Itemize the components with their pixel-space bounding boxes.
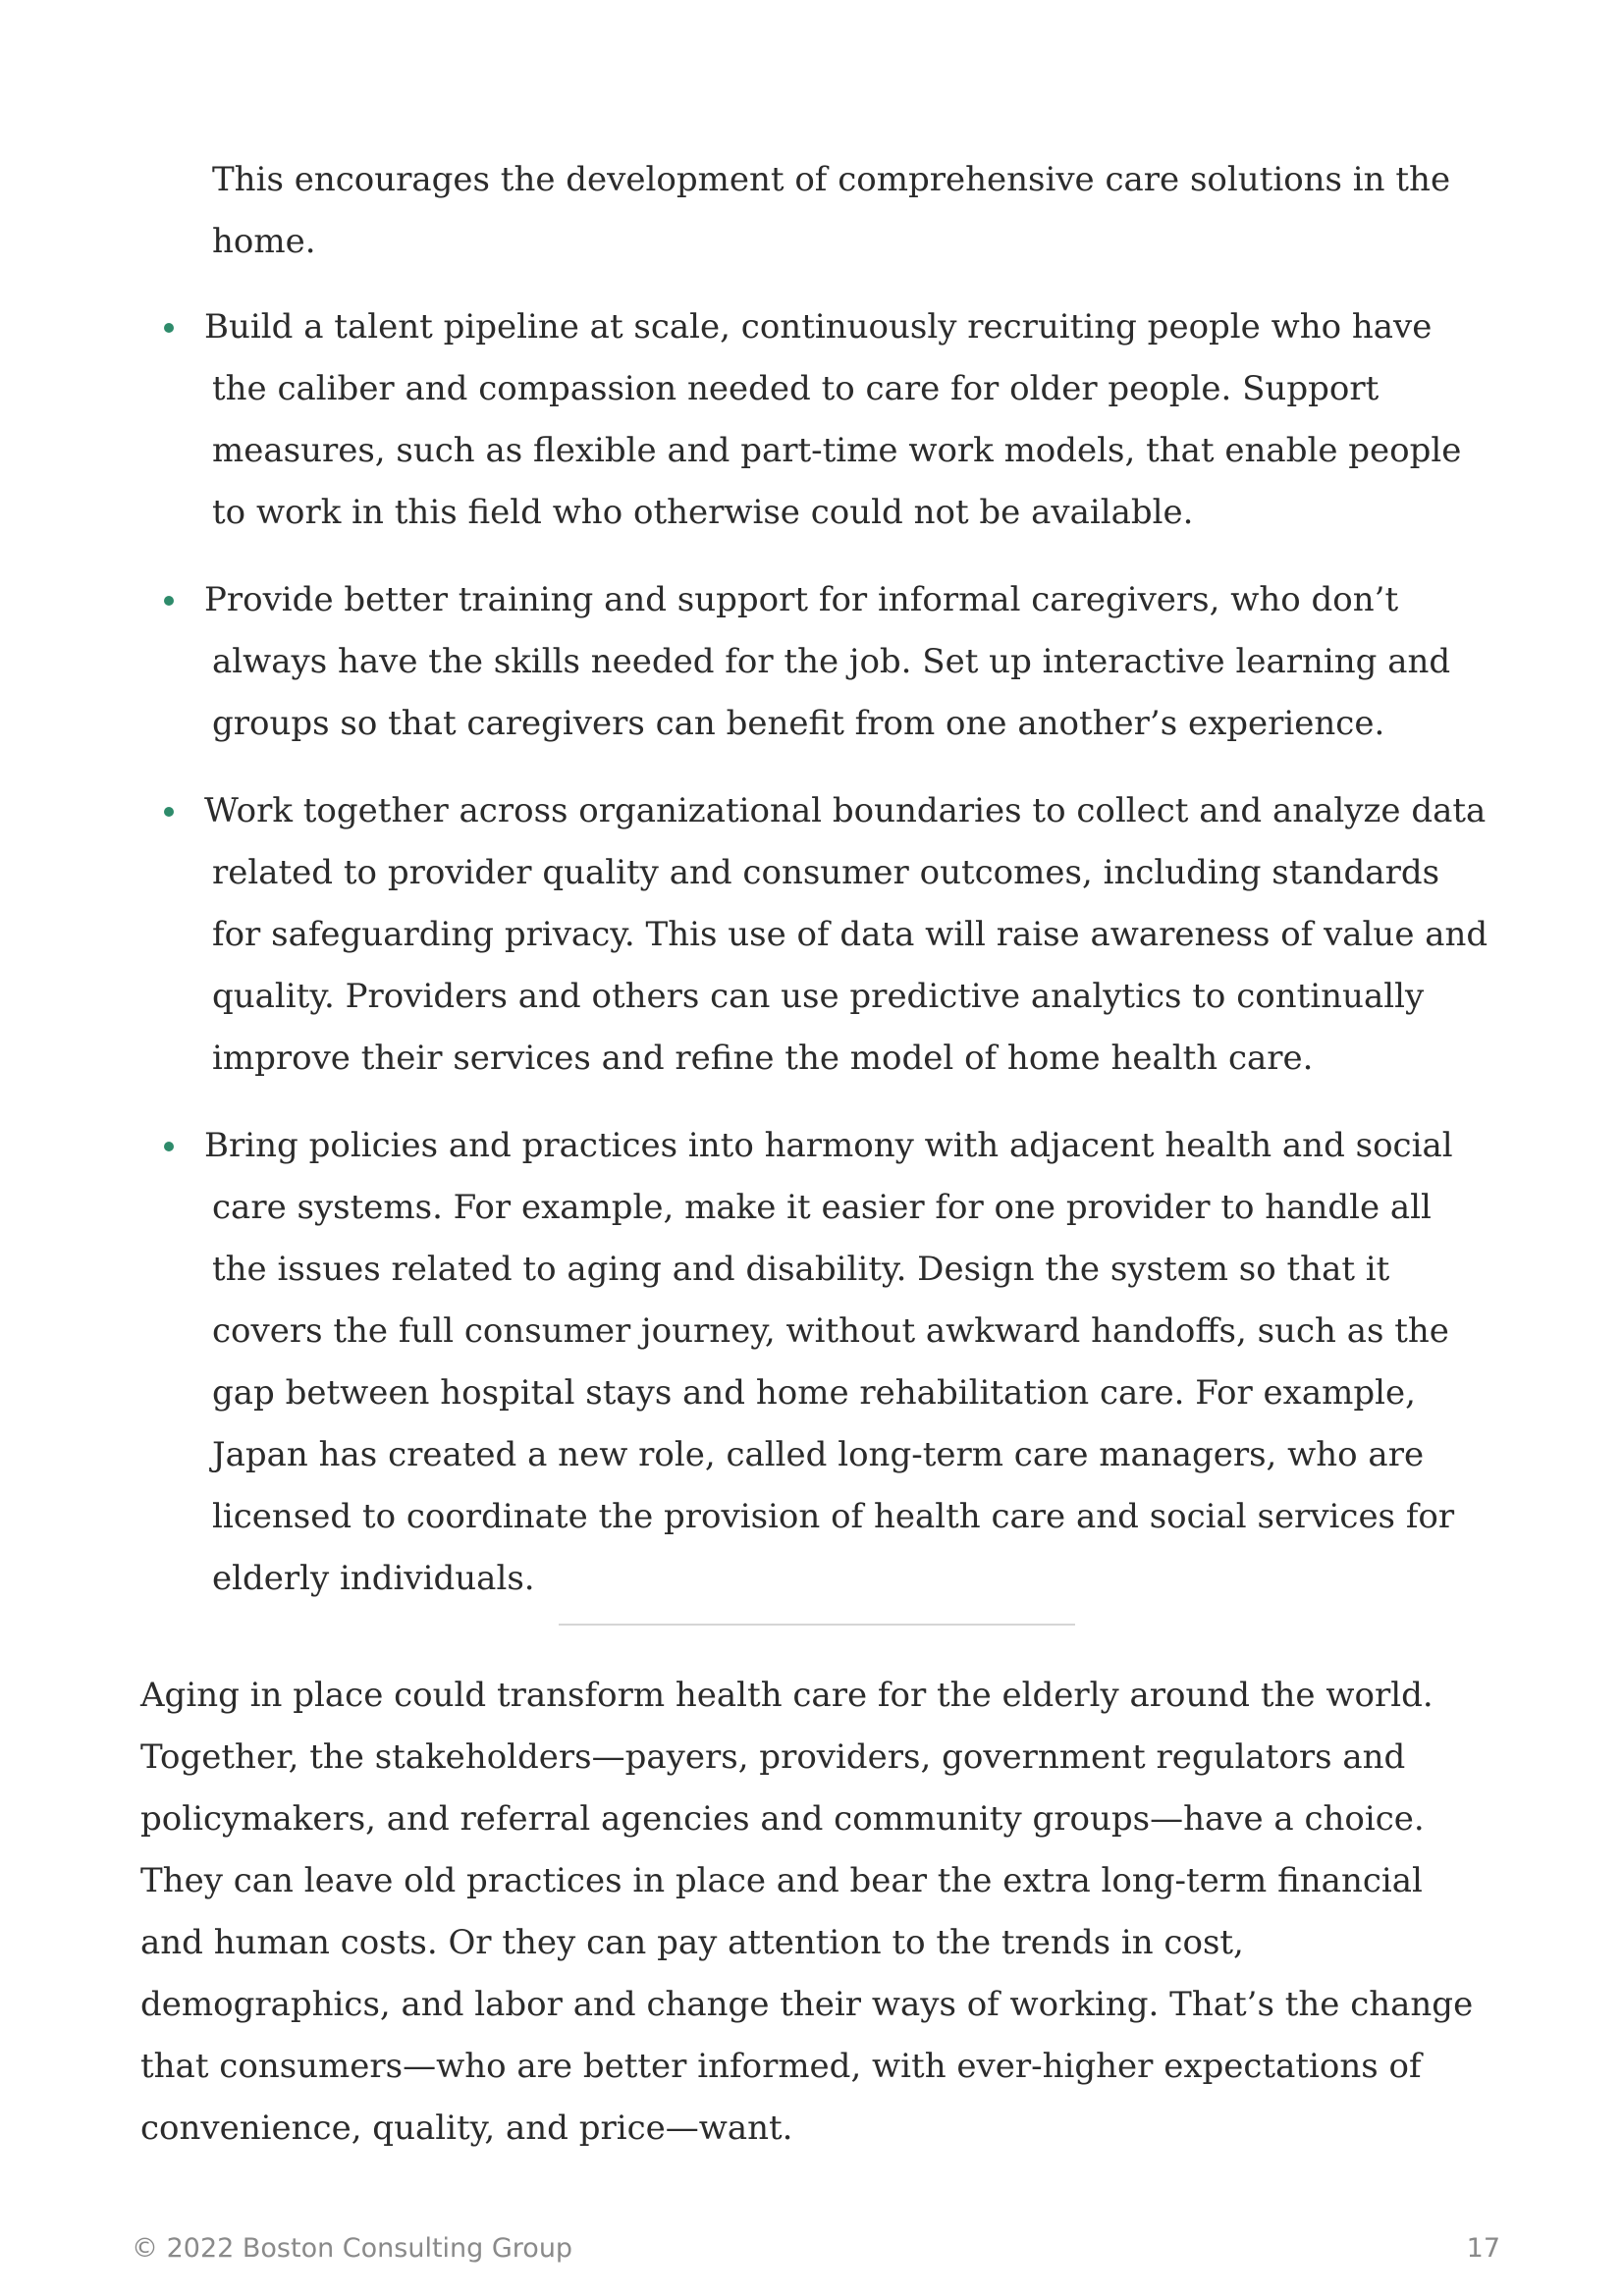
list-item-text: Build a talent pipeline at scale, continuously recruiting people who have the caliber and compassion needed to care for older people. Support measures, such as flexible and part-time work models, that enable people to work in this field who otherwise could not be available. (204, 307, 1462, 532)
list-item-text: Provide better training and support for informal caregivers, who don’t always have the skills needed for the job. Set up interactive learning and groups so that caregivers can benefit from one another’s experience. (204, 580, 1451, 743)
recommendation-list (0, 296, 1623, 1635)
footer-copyright: © 2022 Boston Consulting Group (132, 2233, 573, 2264)
page-number: 17 (1466, 2233, 1500, 2264)
bullet-icon (164, 807, 174, 817)
list-item-text: Bring policies and practices into harmony with adjacent health and social care systems. For example, make it easier for one provider to handle all the issues related to aging and disability. Design the system so that it covers the full consumer journey, without awkward handoffs, such as the gap between hospital stays and home rehabilitation care. For example, Japan has created a new role, called long-term care managers, who are licensed to coordinate the provision of health care and social services for elderly individuals. (204, 1126, 1455, 1598)
closing-paragraph: Aging in place could transform health care for the elderly around the world. Together, the stakeholders—payers, providers, government regulators and policymakers, and referral agencies and community groups—have a choice. They can leave old practices in place and bear the extra long-term financial and human costs. Or they can pay attention to the trends in cost, demographics, and labor and change their ways of working. That’s the change that consumers—who are better informed, with ever-higher expectations of convenience, quality, and price—want. (140, 1676, 1474, 2148)
bullet-icon (164, 323, 174, 333)
list-item (0, 780, 1623, 1090)
section-divider (559, 1624, 1075, 1626)
bullet-icon (164, 596, 174, 606)
list-item (0, 569, 1623, 755)
list-item-text: Work together across organizational boundaries to collect and analyze data related to provider quality and consumer outcomes, including standards for safeguarding privacy. This use of data will raise awareness of value and quality. Providers and others can use predictive analytics to continually improve their services and refine the model of home health care. (204, 791, 1488, 1078)
list-item (0, 296, 1623, 544)
list-item (0, 1115, 1623, 1610)
continuation-paragraph: This encourages the development of comprehensive care solutions in the home. (212, 160, 1451, 261)
bullet-icon (164, 1142, 174, 1151)
